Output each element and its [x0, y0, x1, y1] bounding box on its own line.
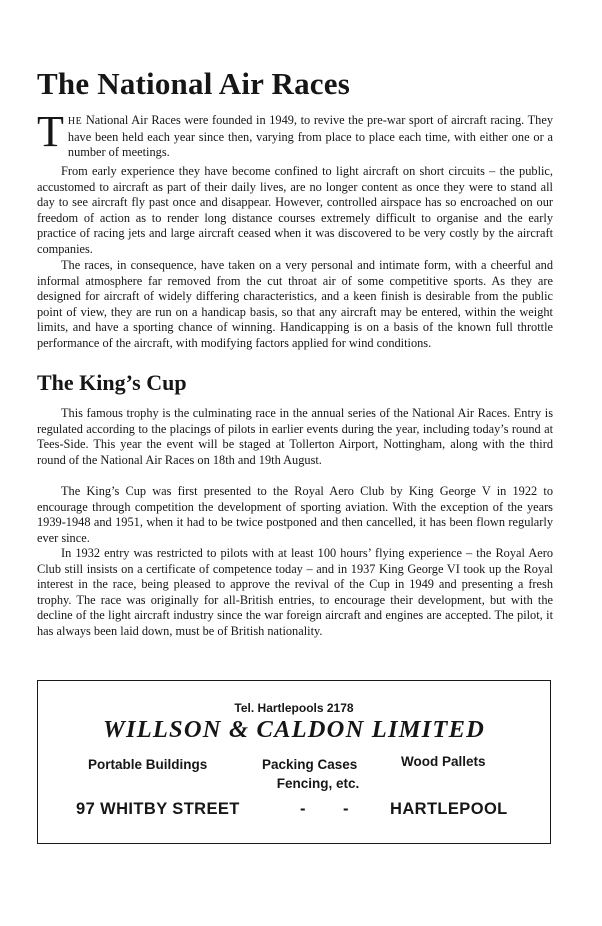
ad-product: Portable Buildings [88, 757, 208, 772]
intro-paragraph-block [37, 107, 553, 161]
ad-dash: - [300, 800, 306, 818]
article-paragraph: From early experience they have become confined to light aircraft on short circuits – the public, accustomed to aircraft as part of their daily lives, are no longer content as once they were to stand all day to see aircraft fly past once and disappear. However, controlled airspace has so encroached on our freedom of action as to render long distance courses extremely difficult to organise and the early practice of racing jets and large aircraft ceased when it was discovered to be very costly by the aircraft companies. [37, 164, 553, 256]
article-paragraph: The races, in consequence, have taken on a very personal and intimate form, with a cheerful and informal atmosphere far removed from the cut throat air of some competitive sports. As they are designed for aircraft of widely differing characteristics, and a keen finish is desirable from the public point of view, they are run on a handicap basis, so that any aircraft may be entered, within the weight limits, and have a sporting chance of winning. Handicapping is on a basis of the known full throttle performance of the aircraft, with modifying factors applied for wind conditions. [37, 258, 553, 350]
intro-text: National Air Races were founded in 1949, to revive the pre-war sport of aircraft racing. They have been held each year since then, varying from place to place each time, with either one or a number of meetings. [67, 113, 553, 160]
drop-cap: T [37, 107, 64, 156]
ad-dash: - [343, 800, 349, 818]
intro-paragraph [37, 107, 553, 161]
kings-cup-paragraph: This famous trophy is the culminating race in the annual series of the National Air Races. Entry is regulated according to the placings of pilots in earlier events during the year, including today’s round at Tees-Side. This year the event will be staged at Tollerton Airport, Nottingham, along with the third round of the National Air Races on 18th and 19th August. [37, 406, 553, 467]
advertisement-box [37, 680, 551, 844]
ad-product: Wood Pallets [401, 754, 486, 769]
ad-product: Packing Cases [262, 757, 358, 772]
ad-telephone: Tel. Hartlepools 2178 [234, 701, 354, 715]
ad-town: HARTLEPOOL [390, 800, 508, 818]
ad-product-extra: Fencing, etc. [276, 776, 360, 791]
section-heading-kings-cup: The King’s Cup [37, 370, 187, 395]
ad-street: 97 WHITBY STREET [76, 800, 240, 818]
ad-company-name: WILLSON & CALDON LIMITED [102, 716, 486, 743]
intro-smallcaps: HE [67, 116, 83, 127]
kings-cup-paragraph: In 1932 entry was restricted to pilots with at least 100 hours’ flying experience – the Royal Aero Club still insists on a certificate of competence today – and in 1937 King George VI took up the Royal interest in the race, being pleased to approve the revival of the Cup in 1949 and presenting a fresh trophy. The race was originally for all-British entries, to encourage their development, but with the decline of the light aircraft industry since the war foreign aircraft and engines are accepted. The pilot, it has always been laid down, must be of British nationality. [37, 546, 553, 638]
page-title: The National Air Races [37, 66, 350, 101]
kings-cup-paragraph: The King’s Cup was first presented to the Royal Aero Club by King George V in 1922 to encourage through competition the development of sporting aviation. With the exception of the years 1939-1948 and 1951, when it had to be twice postponed and then cancelled, it has been flown regularly ever since. [37, 484, 553, 545]
